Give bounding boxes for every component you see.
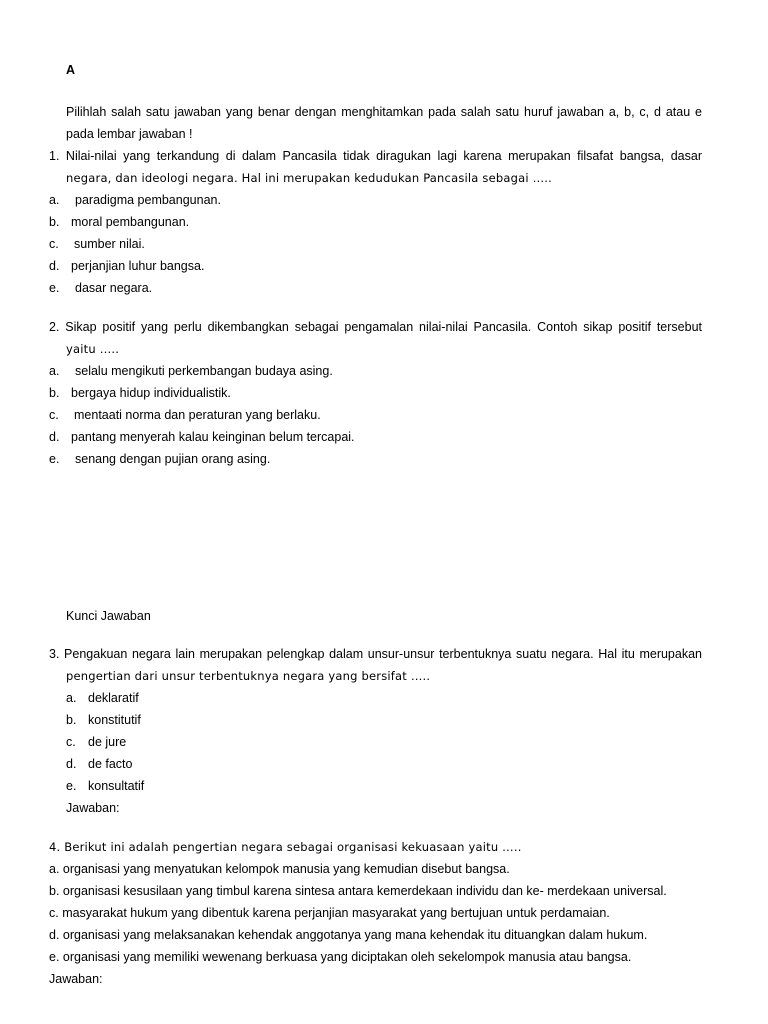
question-3-option-e xyxy=(66,778,144,794)
question-4-line-1: 4. Berikut ini adalah pengertian negara sebagai organisasi kekuasaan yaitu ….. xyxy=(49,840,522,854)
option-label: c. xyxy=(49,408,59,422)
question-4-option-a: a. organisasi yang menyatukan kelompok manusia yang kemudian disebut bangsa. xyxy=(49,862,510,876)
answer-key-heading: Kunci Jawaban xyxy=(66,609,151,623)
option-label: a. xyxy=(49,193,60,207)
question-3-option-a xyxy=(66,690,139,706)
option-label: d. xyxy=(66,757,77,771)
question-1-option-b xyxy=(49,214,189,230)
option-text: konsultatif xyxy=(88,779,145,793)
question-3-line-1: 3. Pengakuan negara lain merupakan pelengkap dalam unsur-unsur terbentuknya suatu negara. Hal itu merupakan xyxy=(49,647,702,661)
question-1-option-c xyxy=(49,236,145,252)
option-label: d. xyxy=(49,430,60,444)
question-4-option-c: c. masyarakat hukum yang dibentuk karena perjanjian masyarakat yang bertujuan untuk perdamaian. xyxy=(49,906,610,920)
question-4-option-e: e. organisasi yang memiliki wewenang berkuasa yang diciptakan oleh sekelompok manusia atau bangsa. xyxy=(49,950,632,964)
option-label: a. xyxy=(49,364,60,378)
option-text: konstitutif xyxy=(88,713,141,727)
question-3-answer: Jawaban: xyxy=(66,801,120,815)
question-4-option-b: b. organisasi kesusilaan yang timbul karena sintesa antara kemerdekaan individu dan ke- merdekaan universal. xyxy=(49,884,667,898)
question-1-line-2: negara, dan ideologi negara. Hal ini merupakan kedudukan Pancasila sebagai ….. xyxy=(66,171,553,185)
question-2-option-c xyxy=(49,407,321,423)
option-text: paradigma pembangunan. xyxy=(75,193,221,207)
question-4-answer: Jawaban: xyxy=(49,972,103,986)
question-3-option-c xyxy=(66,734,126,750)
option-text: selalu mengikuti perkembangan budaya asing. xyxy=(75,364,333,378)
question-2-option-b xyxy=(49,385,231,401)
option-label: c. xyxy=(66,735,76,749)
question-2-option-a xyxy=(49,363,333,379)
option-text: de facto xyxy=(88,757,133,771)
section-label: A xyxy=(66,63,76,77)
option-label: e. xyxy=(49,452,60,466)
option-text: deklaratif xyxy=(88,691,139,705)
option-label: d. xyxy=(49,259,60,273)
option-label: b. xyxy=(66,713,77,727)
question-2-line-1: 2. Sikap positif yang perlu dikembangkan sebagai pengamalan nilai-nilai Pancasila. Contoh sikap positif tersebut xyxy=(49,320,702,334)
option-label: c. xyxy=(49,237,59,251)
option-text: perjanjian luhur bangsa. xyxy=(71,259,205,273)
question-3-option-b xyxy=(66,712,141,728)
instructions-line-2: pada lembar jawaban ! xyxy=(66,127,193,141)
question-1-option-e xyxy=(49,280,152,296)
option-text: bergaya hidup individualistik. xyxy=(71,386,231,400)
option-text: sumber nilai. xyxy=(74,237,145,251)
option-text: dasar negara. xyxy=(75,281,153,295)
question-2-option-d xyxy=(49,429,355,445)
option-label: a. xyxy=(66,691,77,705)
question-1-option-d xyxy=(49,258,204,274)
question-3-line-2: pengertian dari unsur terbentuknya negara yang bersifat ….. xyxy=(66,669,431,683)
question-2-option-e xyxy=(49,451,270,467)
question-1-option-a xyxy=(49,192,221,208)
option-text: pantang menyerah kalau keinginan belum tercapai. xyxy=(71,430,355,444)
question-4-option-d: d. organisasi yang melaksanakan kehendak anggotanya yang mana kehendak itu dituangkan dalam hukum. xyxy=(49,928,648,942)
option-label: b. xyxy=(49,386,60,400)
option-label: e. xyxy=(66,779,77,793)
question-2-line-2: yaitu ….. xyxy=(66,342,120,356)
question-3-option-d xyxy=(66,756,132,772)
instructions-line-1: Pilihlah salah satu jawaban yang benar dengan menghitamkan pada salah satu huruf jawaban a, b, c, d atau e xyxy=(66,105,702,119)
option-label: b. xyxy=(49,215,60,229)
option-label: e. xyxy=(49,281,60,295)
question-1-line-1: 1. Nilai-nilai yang terkandung di dalam Pancasila tidak diragukan lagi karena merupakan filsafat bangsa, dasar xyxy=(49,149,702,163)
option-text: de jure xyxy=(88,735,127,749)
option-text: senang dengan pujian orang asing. xyxy=(75,452,271,466)
option-text: mentaati norma dan peraturan yang berlaku. xyxy=(74,408,321,422)
option-text: moral pembangunan. xyxy=(71,215,190,229)
